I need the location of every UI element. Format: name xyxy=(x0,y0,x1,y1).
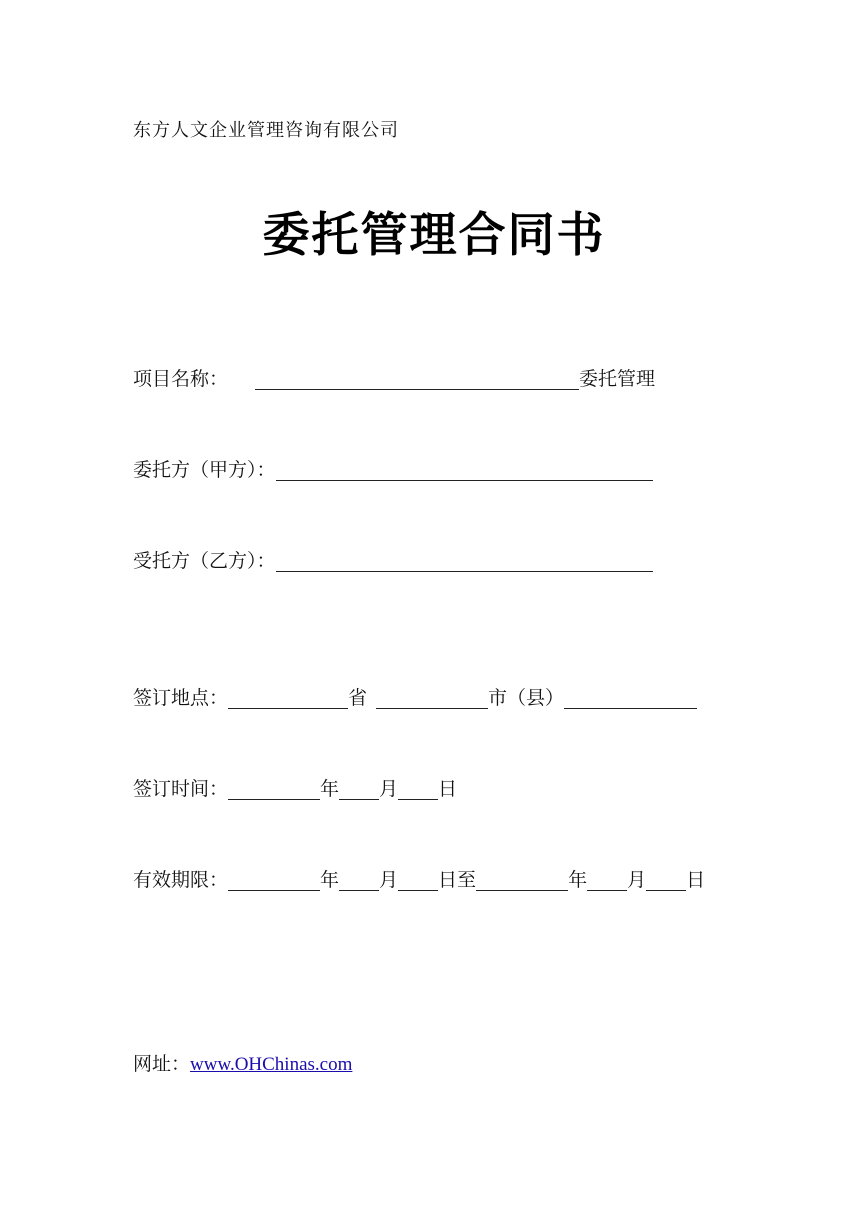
city-blank[interactable] xyxy=(376,688,488,709)
document-title: 委托管理合同书 xyxy=(262,208,606,263)
sign-month-blank[interactable] xyxy=(339,779,379,800)
validity-label: 有效期限： xyxy=(133,869,229,891)
start-year-blank[interactable] xyxy=(228,870,320,891)
sign-year-label: 年 xyxy=(320,778,340,800)
principal-label: 委托方（甲方）： xyxy=(133,459,276,481)
website-label: 网址： xyxy=(133,1053,191,1075)
end-month-blank[interactable] xyxy=(587,870,627,891)
sign-day-blank[interactable] xyxy=(398,779,438,800)
project-name-blank[interactable] xyxy=(255,369,579,390)
province-label: 省 xyxy=(348,687,368,709)
start-day-blank[interactable] xyxy=(398,870,438,891)
project-name-suffix: 委托管理 xyxy=(579,368,656,390)
principal-blank[interactable] xyxy=(276,460,653,481)
start-year-label: 年 xyxy=(320,869,340,891)
agent-row xyxy=(133,546,653,572)
end-month-label: 月 xyxy=(627,869,647,891)
start-month-blank[interactable] xyxy=(339,870,379,891)
sign-month-label: 月 xyxy=(379,778,399,800)
sign-year-blank[interactable] xyxy=(228,779,320,800)
end-day-blank[interactable] xyxy=(646,870,686,891)
agent-label: 受托方（乙方）： xyxy=(133,550,276,572)
county-blank[interactable] xyxy=(564,688,697,709)
sign-place-row xyxy=(133,683,697,709)
end-year-blank[interactable] xyxy=(476,870,568,891)
city-label: 市（县） xyxy=(488,687,565,709)
end-day-label: 日 xyxy=(686,869,706,891)
project-name-label: 项目名称： xyxy=(133,368,229,390)
sign-time-row xyxy=(133,774,457,800)
province-blank[interactable] xyxy=(228,688,348,709)
validity-row xyxy=(133,865,705,891)
sign-day-label: 日 xyxy=(438,778,458,800)
project-name-row xyxy=(133,364,655,390)
sign-place-label: 签订地点： xyxy=(133,687,229,709)
start-month-label: 月 xyxy=(379,869,399,891)
end-year-label: 年 xyxy=(568,869,588,891)
website-row xyxy=(133,1049,352,1076)
agent-blank[interactable] xyxy=(276,551,653,572)
website-link[interactable]: www.OHChinas.com xyxy=(190,1054,353,1075)
company-name: 东方人文企业管理咨询有限公司 xyxy=(133,120,399,141)
start-day-to-label: 日至 xyxy=(438,869,477,891)
sign-time-label: 签订时间： xyxy=(133,778,229,800)
principal-row xyxy=(133,455,653,481)
